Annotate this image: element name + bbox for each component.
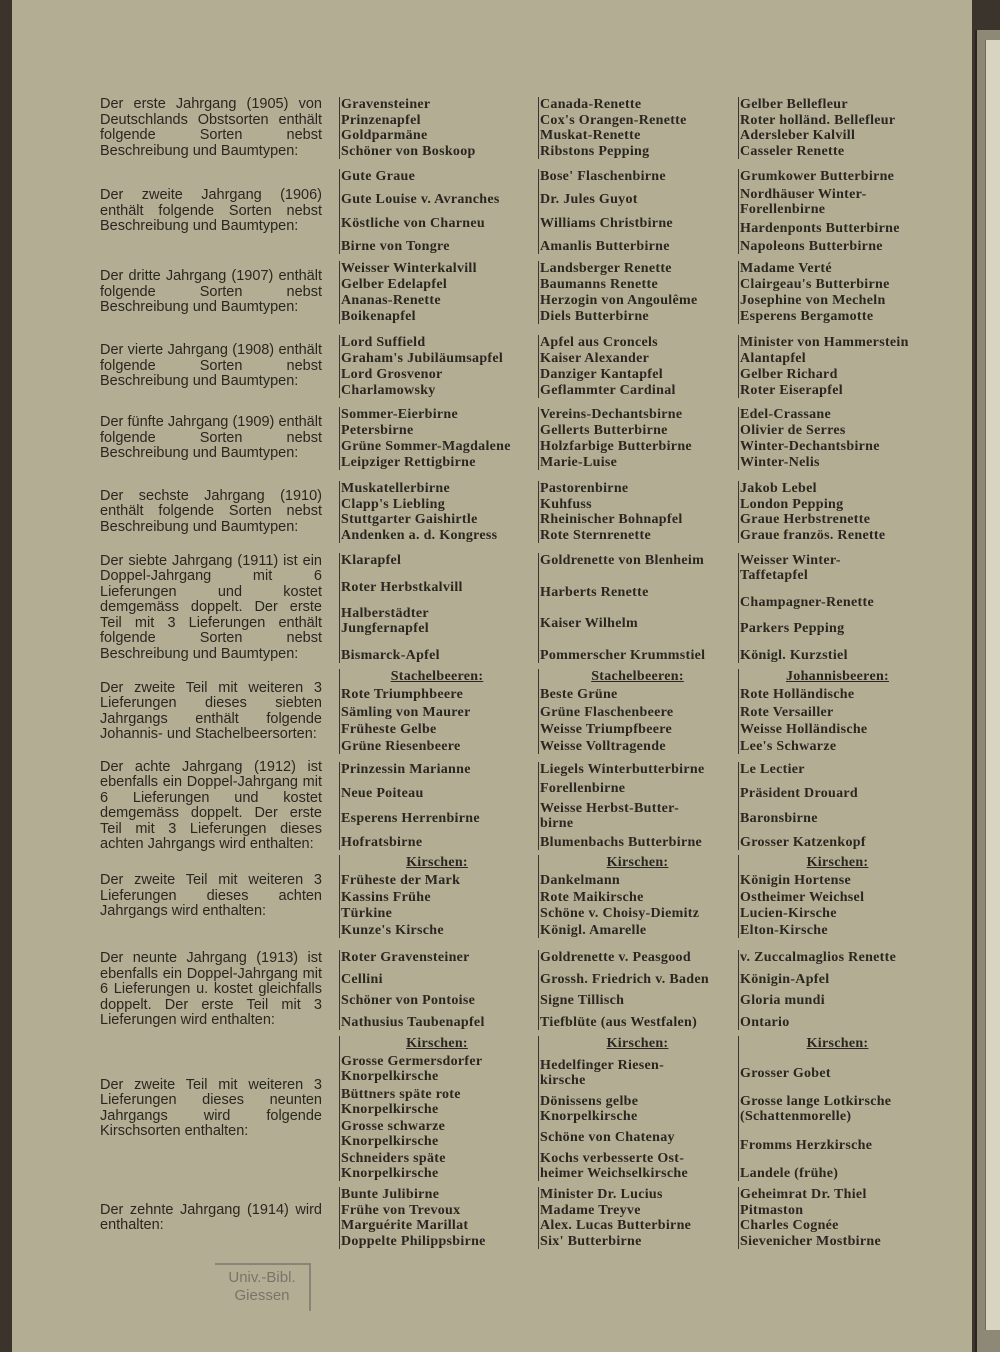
variety-name: Früheste der Mark bbox=[341, 872, 461, 888]
variety-name: Fromms Herzkirsche bbox=[740, 1137, 873, 1153]
variety-name: Gellerts Butterbirne bbox=[540, 423, 668, 438]
variety-name: Rote Triumphbeere bbox=[341, 687, 464, 703]
column-rule bbox=[538, 855, 539, 938]
variety-name: Madame Treyve bbox=[540, 1202, 641, 1218]
variety-column-2 bbox=[536, 335, 735, 398]
variety-column-2 bbox=[536, 97, 735, 159]
variety-name: Goldrenette v. Peasgood bbox=[540, 950, 691, 965]
section-header: Kirschen: bbox=[606, 855, 669, 870]
year-description: Der zehnte Jahrgang (1914) wird enthalten: bbox=[100, 1201, 322, 1233]
variety-name: Geflammter Cardinal bbox=[540, 383, 676, 398]
variety-name: Sommer-Eierbirne bbox=[341, 407, 459, 422]
variety-name: Gelber Richard bbox=[740, 367, 838, 382]
variety-name: Beste Grüne bbox=[540, 687, 618, 703]
column-rule bbox=[538, 481, 539, 543]
variety-name: Schöne von Chatenay bbox=[540, 1130, 675, 1145]
variety-name: Ostheimer Weichsel bbox=[740, 889, 865, 905]
variety-name: Hardenponts Butterbirne bbox=[740, 220, 900, 236]
variety-name: Edel-Crassane bbox=[740, 407, 832, 422]
variety-name: Lee's Schwarze bbox=[740, 739, 837, 754]
variety-name: Napoleons Butterbirne bbox=[740, 238, 883, 254]
variety-name: Gelber Bellefleur bbox=[740, 97, 848, 112]
variety-name: Prinzessin Marianne bbox=[341, 762, 471, 777]
variety-name: Dr. Jules Guyot bbox=[540, 192, 638, 208]
variety-name: Stuttgarter Gaishirtle bbox=[341, 512, 478, 528]
variety-column-1 bbox=[337, 1187, 533, 1249]
variety-name: Signe Tillisch bbox=[540, 993, 625, 1009]
variety-name: Diels Butterbirne bbox=[540, 309, 649, 324]
variety-column-3 bbox=[736, 261, 935, 324]
variety-name: Ananas-Renette bbox=[341, 293, 441, 308]
year-description: Der neunte Jahrgang (1913) ist ebenfalls ein Doppel-Jahrgang mit 6 Lieferungen u. kostet gleichfalls doppelt. Der erste Teil mit 3 Lieferungen wird enthalten: bbox=[100, 950, 322, 1029]
column-rule bbox=[339, 553, 340, 663]
variety-column-3 bbox=[736, 407, 935, 470]
variety-column-3 bbox=[736, 950, 935, 1030]
variety-name: Graue Herbstrenette bbox=[740, 512, 871, 528]
variety-name: Gute Graue bbox=[341, 169, 416, 184]
variety-name: Esperens Bergamotte bbox=[740, 309, 874, 324]
variety-name: Cellini bbox=[341, 971, 383, 987]
variety-name: Bunte Julibirne bbox=[341, 1187, 440, 1202]
variety-name: Amanlis Butterbirne bbox=[540, 238, 670, 254]
variety-column-1 bbox=[337, 481, 533, 543]
variety-name: Gute Louise v. Avranches bbox=[341, 192, 500, 208]
variety-name: Roter holländ. Bellefleur bbox=[740, 112, 896, 128]
section-header: Kirschen: bbox=[806, 1036, 869, 1051]
year-description: Der erste Jahrgang (1905) von Deutschlands Obstsorten enthält folgende Sorten nebst Beschreibung und Baumtypen: bbox=[100, 96, 322, 159]
variety-name: Rote Sternrenette bbox=[540, 527, 651, 543]
variety-name: Charles Cognée bbox=[740, 1218, 839, 1234]
variety-column-3 bbox=[736, 669, 935, 754]
variety-name: Kuhfuss bbox=[540, 496, 592, 512]
variety-name: Muskatellerbirne bbox=[341, 481, 451, 496]
variety-name: Grosser Gobet bbox=[740, 1065, 831, 1081]
year-description: Der siebte Jahrgang (1911) ist ein Doppel-Jahrgang mit 6 Lieferungen und kostet demgemäss doppelt. Der erste Teil mit 3 Lieferungen enthält folgende Sorten nebst Beschreibung und Baumtypen: bbox=[100, 552, 322, 662]
year-description: Der sechste Jahrgang (1910) enthält folgende Sorten nebst Beschreibung und Baumtypen: bbox=[100, 487, 322, 535]
column-rule bbox=[538, 762, 539, 850]
variety-name: Sämling von Maurer bbox=[341, 704, 471, 720]
column-rule bbox=[538, 335, 539, 398]
library-stamp bbox=[215, 1263, 311, 1311]
variety-name: Klarapfel bbox=[341, 553, 402, 568]
variety-name: Weisser Winterkalvill bbox=[341, 261, 477, 276]
variety-column-3 bbox=[736, 169, 935, 254]
column-rule bbox=[538, 553, 539, 663]
stamp-line-1: Univ.-Bibl. bbox=[228, 1269, 296, 1286]
variety-name: Roter Herbstkalvill bbox=[341, 579, 463, 595]
document-page bbox=[12, 0, 972, 1352]
variety-name: Pastorenbirne bbox=[540, 481, 629, 496]
variety-column-3 bbox=[736, 481, 935, 543]
variety-name: Roter Eiserapfel bbox=[740, 383, 843, 398]
variety-name: Grosser Katzenkopf bbox=[740, 834, 866, 850]
variety-name: Kochs verbesserte Ost- heimer Weichselkirsche bbox=[540, 1151, 689, 1181]
variety-column-2 bbox=[536, 1036, 735, 1181]
variety-column-1 bbox=[337, 553, 533, 663]
variety-column-3 bbox=[736, 762, 935, 850]
variety-name: Ribstons Pepping bbox=[540, 143, 650, 159]
variety-column-1 bbox=[337, 97, 533, 159]
variety-name: Lord Grosvenor bbox=[341, 367, 443, 382]
variety-name: Lord Suffield bbox=[341, 335, 426, 350]
variety-name: Nathusius Taubenapfel bbox=[341, 1014, 485, 1030]
column-rule bbox=[738, 669, 739, 754]
variety-name: Weisse Triumpfbeere bbox=[540, 721, 673, 737]
variety-column-1 bbox=[337, 335, 533, 398]
variety-name: Graham's Jubiläumsapfel bbox=[341, 351, 504, 366]
variety-column-2 bbox=[536, 762, 735, 850]
variety-name: Champagner-Renette bbox=[740, 594, 874, 610]
variety-name: Büttners späte rote Knorpelkirsche bbox=[341, 1086, 461, 1117]
section-header: Kirschen: bbox=[606, 1036, 669, 1051]
column-rule bbox=[738, 407, 739, 470]
variety-column-2 bbox=[536, 669, 735, 754]
section-header: Kirschen: bbox=[406, 1036, 468, 1051]
variety-column-3 bbox=[736, 1036, 935, 1181]
column-rule bbox=[738, 261, 739, 324]
variety-column-1 bbox=[337, 1036, 533, 1181]
variety-name: Schöner von Pontoise bbox=[341, 993, 476, 1009]
variety-column-3 bbox=[736, 1187, 935, 1249]
variety-name: Roter Gravensteiner bbox=[341, 950, 470, 965]
column-rule bbox=[738, 1036, 739, 1181]
variety-name: Schöne v. Choisy-Diemitz bbox=[540, 906, 700, 922]
variety-name: Weisser Winter- Taffetapfel bbox=[740, 553, 841, 583]
variety-column-3 bbox=[736, 855, 935, 938]
variety-name: Tiefblüte (aus Westfalen) bbox=[540, 1014, 698, 1030]
section-header: Kirschen: bbox=[806, 855, 869, 870]
variety-name: Nordhäuser Winter- Forellenbirne bbox=[740, 187, 867, 218]
variety-name: Schneiders späte Knorpelkirsche bbox=[341, 1151, 446, 1181]
column-rule bbox=[339, 762, 340, 850]
variety-name: Danziger Kantapfel bbox=[540, 367, 663, 382]
variety-name: Königin Hortense bbox=[740, 872, 851, 888]
variety-name: Esperens Herrenbirne bbox=[341, 810, 480, 826]
variety-name: Canada-Renette bbox=[540, 97, 642, 112]
variety-name: Casseler Renette bbox=[740, 143, 845, 159]
variety-column-1 bbox=[337, 762, 533, 850]
column-rule bbox=[339, 169, 340, 254]
variety-column-3 bbox=[736, 97, 935, 159]
variety-name: Le Lectier bbox=[740, 762, 805, 777]
variety-name: Weisse Herbst-Butter- birne bbox=[540, 800, 680, 831]
variety-name: Olivier de Serres bbox=[740, 423, 846, 438]
variety-name: Frühe von Trevoux bbox=[341, 1202, 461, 1218]
variety-name: Rote Maikirsche bbox=[540, 889, 644, 905]
variety-name: Kunze's Kirsche bbox=[341, 923, 444, 938]
variety-name: Parkers Pepping bbox=[740, 621, 845, 637]
variety-name: Six' Butterbirne bbox=[540, 1233, 642, 1249]
variety-column-2 bbox=[536, 553, 735, 663]
variety-name: Cox's Orangen-Renette bbox=[540, 112, 687, 128]
variety-name: Sievenicher Mostbirne bbox=[740, 1233, 881, 1249]
column-rule bbox=[738, 481, 739, 543]
variety-name: Hofratsbirne bbox=[341, 834, 423, 850]
column-rule bbox=[538, 169, 539, 254]
variety-name: Gravensteiner bbox=[341, 97, 431, 112]
variety-name: Marie-Luise bbox=[540, 455, 618, 470]
variety-name: Halberstädter Jungfernapfel bbox=[341, 606, 429, 637]
variety-name: Weisse Volltragende bbox=[540, 739, 666, 754]
variety-name: Türkine bbox=[341, 906, 393, 922]
column-rule bbox=[738, 169, 739, 254]
variety-name: Andenken a. d. Kongress bbox=[341, 527, 498, 543]
variety-column-3 bbox=[736, 335, 935, 398]
variety-name: Leipziger Rettigbirne bbox=[341, 455, 476, 470]
column-rule bbox=[339, 855, 340, 938]
variety-name: Minister Dr. Lucius bbox=[540, 1187, 663, 1202]
variety-column-2 bbox=[536, 481, 735, 543]
variety-name: Muskat-Renette bbox=[540, 128, 641, 144]
column-rule bbox=[339, 481, 340, 543]
variety-name: Baumanns Renette bbox=[540, 277, 658, 292]
variety-name: Goldparmäne bbox=[341, 128, 428, 144]
variety-name: Adersleber Kalvill bbox=[740, 128, 856, 144]
variety-name: Grosse Germersdorfer Knorpelkirsche bbox=[341, 1054, 483, 1085]
variety-name: Köstliche von Charneu bbox=[341, 215, 485, 231]
variety-name: Kaiser Alexander bbox=[540, 351, 650, 366]
variety-name: Geheimrat Dr. Thiel bbox=[740, 1187, 867, 1202]
variety-name: Grüne Sommer-Magdalene bbox=[341, 439, 511, 454]
variety-name: Grumkower Butterbirne bbox=[740, 169, 895, 184]
variety-name: Clapp's Liebling bbox=[341, 496, 446, 512]
variety-name: Pitmaston bbox=[740, 1202, 804, 1218]
variety-name: Lucien-Kirsche bbox=[740, 906, 837, 922]
variety-name: Goldrenette von Blenheim bbox=[540, 553, 705, 568]
column-rule bbox=[538, 1187, 539, 1249]
column-rule bbox=[339, 335, 340, 398]
variety-name: Landele (frühe) bbox=[740, 1166, 839, 1181]
variety-name: Dönissens gelbe Knorpelkirsche bbox=[540, 1094, 639, 1124]
variety-name: Prinzenapfel bbox=[341, 112, 421, 128]
variety-column-2 bbox=[536, 855, 735, 938]
section-header: Kirschen: bbox=[406, 855, 468, 870]
variety-column-1 bbox=[337, 855, 533, 938]
column-rule bbox=[538, 1036, 539, 1181]
year-description: Der fünfte Jahrgang (1909) enthält folgende Sorten nebst Beschreibung und Baumtypen: bbox=[100, 414, 322, 462]
year-description: Der vierte Jahrgang (1908) enthält folgende Sorten nebst Beschreibung und Baumtypen: bbox=[100, 342, 322, 390]
variety-name: Königl. Amarelle bbox=[540, 923, 647, 938]
variety-name: Schöner von Boskoop bbox=[341, 143, 476, 159]
column-rule bbox=[738, 335, 739, 398]
column-rule bbox=[738, 553, 739, 663]
year-description: Der zweite Teil mit weiteren 3 Lieferungen dieses neunten Jahrgangs wird folgende Kirschsorten enthalten: bbox=[100, 1076, 322, 1139]
variety-name: Madame Verté bbox=[740, 261, 832, 276]
variety-column-2 bbox=[536, 261, 735, 324]
variety-name: Baronsbirne bbox=[740, 810, 818, 826]
year-description: Der dritte Jahrgang (1907) enthält folgende Sorten nebst Beschreibung und Baumtypen: bbox=[100, 268, 322, 316]
variety-name: Williams Christbirne bbox=[540, 215, 673, 231]
variety-name: Holzfarbige Butterbirne bbox=[540, 439, 692, 454]
variety-name: Alex. Lucas Butterbirne bbox=[540, 1218, 692, 1234]
variety-name: Kassins Frühe bbox=[341, 889, 431, 905]
variety-column-2 bbox=[536, 407, 735, 470]
year-description: Der zweite Teil mit weiteren 3 Lieferungen dieses achten Jahrgangs wird enthalten: bbox=[100, 872, 322, 920]
variety-name: Weisse Holländische bbox=[740, 721, 868, 737]
variety-name: Jakob Lebel bbox=[740, 481, 817, 496]
column-rule bbox=[738, 950, 739, 1030]
column-rule bbox=[538, 407, 539, 470]
section-header: Stachelbeeren: bbox=[591, 669, 684, 684]
variety-name: Grüne Flaschenbeere bbox=[540, 704, 674, 720]
column-rule bbox=[339, 1036, 340, 1181]
variety-name: Birne von Tongre bbox=[341, 238, 450, 254]
variety-name: London Pepping bbox=[740, 496, 844, 512]
year-description: Der zweite Jahrgang (1906) enthält folgende Sorten nebst Beschreibung und Baumtypen: bbox=[100, 187, 322, 235]
variety-column-1 bbox=[337, 407, 533, 470]
variety-column-1 bbox=[337, 261, 533, 324]
variety-name: Ontario bbox=[740, 1014, 790, 1030]
variety-column-2 bbox=[536, 1187, 735, 1249]
variety-name: Grossh. Friedrich v. Baden bbox=[540, 971, 709, 987]
variety-name: Clairgeau's Butterbirne bbox=[740, 277, 890, 292]
year-description: Der achte Jahrgang (1912) ist ebenfalls ein Doppel-Jahrgang mit 6 Lieferungen und kostet demgemäss doppelt. Der erste Teil mit 3 Lieferungen dieses achten Jahrgangs wird enthalten: bbox=[100, 758, 322, 852]
variety-name: Graue französ. Renette bbox=[740, 527, 886, 543]
column-rule bbox=[339, 950, 340, 1030]
variety-name: Doppelte Philippsbirne bbox=[341, 1233, 486, 1249]
variety-name: Winter-Nelis bbox=[740, 455, 820, 470]
variety-column-1 bbox=[337, 169, 533, 254]
column-rule bbox=[538, 261, 539, 324]
variety-name: Boikenapfel bbox=[341, 309, 416, 324]
variety-name: Elton-Kirsche bbox=[740, 923, 828, 938]
variety-name: Alantapfel bbox=[740, 351, 806, 366]
variety-name: Apfel aus Croncels bbox=[540, 335, 658, 350]
variety-name: Liegels Winterbutterbirne bbox=[540, 762, 705, 777]
variety-column-1 bbox=[337, 950, 533, 1030]
section-header: Johannisbeeren: bbox=[785, 669, 890, 684]
column-rule bbox=[339, 407, 340, 470]
variety-name: Charlamowsky bbox=[341, 383, 436, 398]
variety-name: Vereins-Dechantsbirne bbox=[540, 407, 683, 422]
variety-name: Grüne Riesenbeere bbox=[341, 739, 461, 754]
year-description: Der zweite Teil mit weiteren 3 Lieferungen dieses siebten Jahrgangs enthält folgende Johannis- und Stachelbeersorten: bbox=[100, 679, 322, 742]
variety-name: Winter-Dechantsbirne bbox=[740, 439, 880, 454]
variety-name: Bose' Flaschenbirne bbox=[540, 169, 666, 184]
variety-column-2 bbox=[536, 169, 735, 254]
variety-column-3 bbox=[736, 553, 935, 663]
column-rule bbox=[738, 762, 739, 850]
variety-name: Königl. Kurzstiel bbox=[740, 647, 848, 663]
next-page-edge bbox=[975, 30, 1000, 1352]
variety-name: Früheste Gelbe bbox=[341, 721, 437, 737]
variety-name: Bismarck-Apfel bbox=[341, 647, 440, 663]
section-header: Stachelbeeren: bbox=[390, 669, 484, 684]
variety-column-1 bbox=[337, 669, 533, 754]
variety-name: Minister von Hammerstein bbox=[740, 335, 909, 350]
variety-name: v. Zuccalmaglios Renette bbox=[740, 950, 897, 965]
variety-name: Gelber Edelapfel bbox=[341, 277, 448, 292]
variety-name: Forellenbirne bbox=[540, 781, 626, 797]
variety-name: Präsident Drouard bbox=[740, 786, 859, 802]
variety-name: Landsberger Renette bbox=[540, 261, 672, 276]
variety-name: Rheinischer Bohnapfel bbox=[540, 512, 683, 528]
variety-name: Gloria mundi bbox=[740, 993, 825, 1009]
column-rule bbox=[538, 669, 539, 754]
variety-column-2 bbox=[536, 950, 735, 1030]
column-rule bbox=[538, 97, 539, 159]
column-rule bbox=[339, 669, 340, 754]
column-rule bbox=[538, 950, 539, 1030]
column-rule bbox=[339, 97, 340, 159]
column-rule bbox=[738, 855, 739, 938]
stamp-line-2: Giessen bbox=[234, 1287, 290, 1304]
column-rule bbox=[738, 1187, 739, 1249]
variety-name: Grosse schwarze Knorpelkirsche bbox=[341, 1118, 446, 1149]
variety-name: Harberts Renette bbox=[540, 584, 649, 600]
variety-name: Josephine von Mecheln bbox=[740, 293, 886, 308]
variety-name: Kaiser Wilhelm bbox=[540, 616, 638, 632]
variety-name: Königin-Apfel bbox=[740, 971, 830, 987]
variety-name: Neue Poiteau bbox=[341, 786, 424, 802]
column-rule bbox=[339, 1187, 340, 1249]
variety-name: Petersbirne bbox=[341, 423, 414, 438]
column-rule bbox=[339, 261, 340, 324]
variety-name: Dankelmann bbox=[540, 872, 621, 888]
variety-name: Blumenbachs Butterbirne bbox=[540, 834, 703, 850]
variety-name: Herzogin von Angoulême bbox=[540, 293, 698, 308]
variety-name: Rote Versailler bbox=[740, 704, 834, 720]
variety-name: Hedelfinger Riesen- kirsche bbox=[540, 1058, 665, 1088]
variety-name: Marguérite Marillat bbox=[341, 1218, 469, 1234]
variety-name: Grosse lange Lotkirsche (Schattenmorelle) bbox=[740, 1094, 892, 1124]
variety-name: Rote Holländische bbox=[740, 687, 855, 703]
variety-name: Pommerscher Krummstiel bbox=[540, 647, 706, 663]
column-rule bbox=[738, 97, 739, 159]
